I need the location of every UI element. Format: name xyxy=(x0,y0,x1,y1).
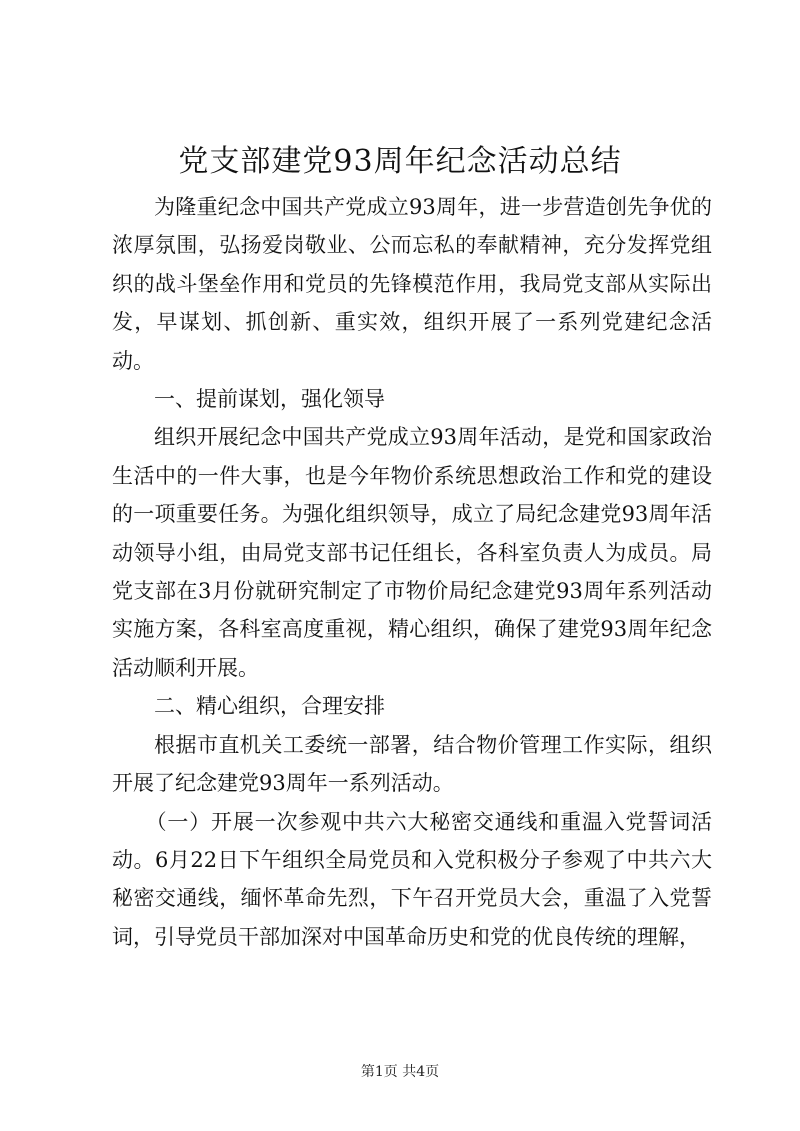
section-2-paragraph: 根据市直机关工委统一部署，结合物价管理工作实际，组织开展了纪念建党93周年一系列活动。 xyxy=(112,732,712,796)
section-1-paragraph: 组织开展纪念中国共产党成立93周年活动，是党和国家政治生活中的一件大事，也是今年物价系统思想政治工作和党的建设的一项重要任务。为强化组织领导，成立了局纪念建党93周年活动领导小组，由局党支部书记任组长，各科室负责人为成员。局党支部在3月份就研究制定了市物价局纪念建党93周年系列活动实施方案，各科室高度重视，精心组织，确保了建党93周年纪念活动顺利开展。 xyxy=(112,425,712,680)
section-2-item-1-paragraph: （一）开展一次参观中共六大秘密交通线和重温入党誓词活动。6月22日下午组织全局党员和入党积极分子参观了中共六大秘密交通线，缅怀革命先烈，下午召开党员大会，重温了入党誓词，引导党员干部加深对中国革命历史和党的优良传统的理解， xyxy=(112,809,712,949)
page-number-footer: 第1页 共4页 xyxy=(360,1064,440,1080)
document-body xyxy=(112,188,712,956)
document-title: 党支部建党93周年纪念活动总结 xyxy=(178,144,622,179)
intro-paragraph: 为隆重纪念中国共产党成立93周年，进一步营造创先争优的浓厚氛围，弘扬爱岗敬业、公而忘私的奉献精神，充分发挥党组织的战斗堡垒作用和党员的先锋模范作用，我局党支部从实际出发，早谋划、抓创新、重实效，组织开展了一系列党建纪念活动。 xyxy=(112,195,712,373)
section-1-heading: 一、提前谋划，强化领导 xyxy=(154,387,385,412)
section-2-heading: 二、精心组织，合理安排 xyxy=(154,694,385,719)
